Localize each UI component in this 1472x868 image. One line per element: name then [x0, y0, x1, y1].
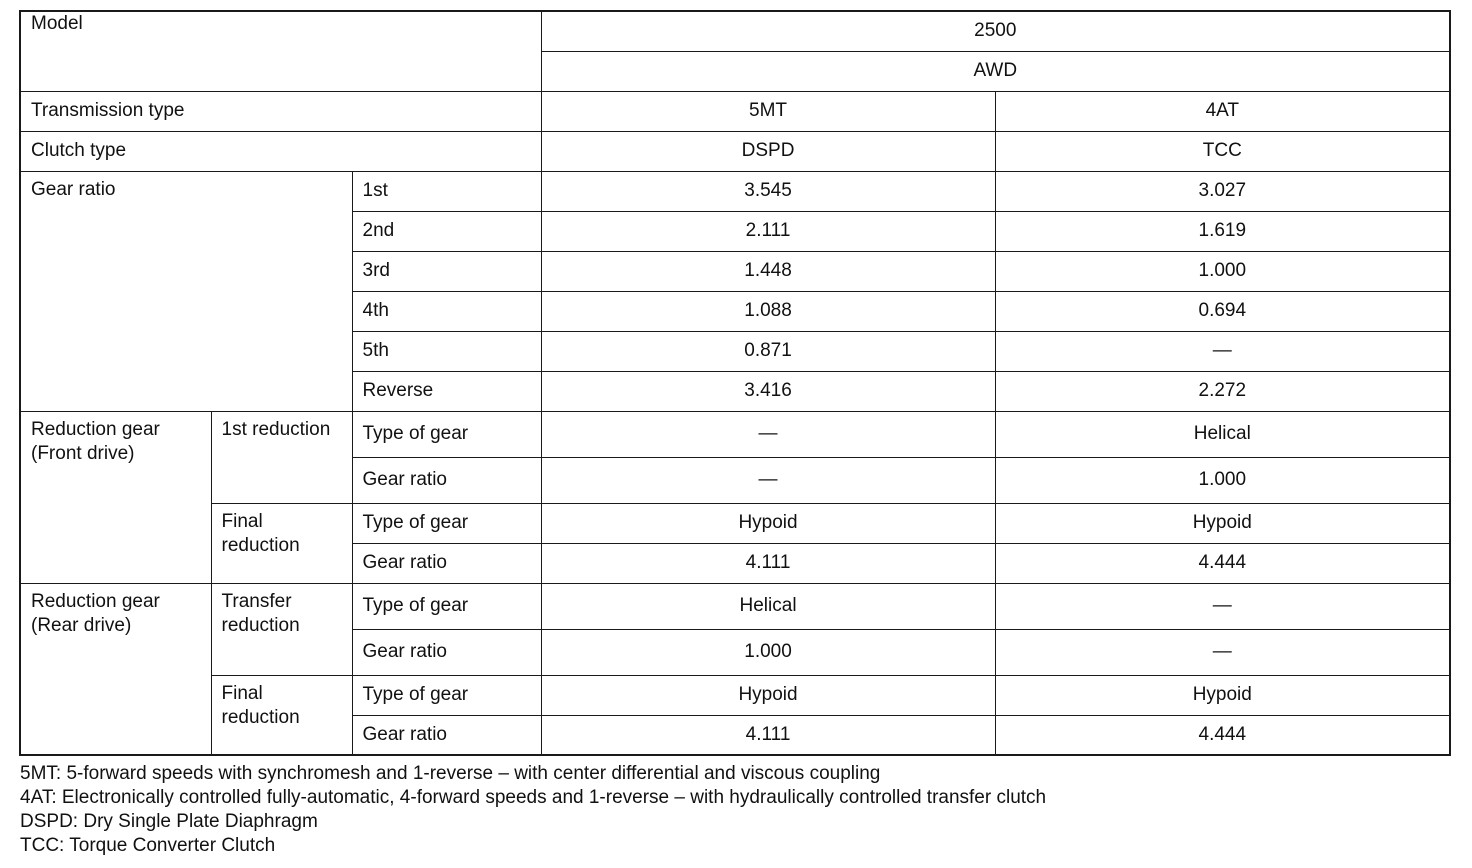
- transmission-label: Transmission type: [20, 91, 541, 131]
- footnote-tcc: TCC: Torque Converter Clutch: [20, 835, 276, 856]
- gear-mt: 1.088: [541, 291, 995, 331]
- footnote-dspd: DSPD: Dry Single Plate Diaphragm: [20, 811, 318, 832]
- front-final-reduction-label: Final reduction: [211, 503, 352, 583]
- footnotes: [20, 762, 1046, 858]
- gear-at: 0.694: [995, 291, 1450, 331]
- rear-transfer-ratio-at: —: [995, 629, 1450, 675]
- gear-row: [20, 171, 1450, 211]
- rear-transfer-type-mt: Helical: [541, 583, 995, 629]
- front-first-type-row: [20, 411, 1450, 457]
- rear-final-type-mt: Hypoid: [541, 675, 995, 715]
- gear-ratio-sublabel: Gear ratio: [352, 543, 541, 583]
- gear-mt: 1.448: [541, 251, 995, 291]
- gear-at: —: [995, 331, 1450, 371]
- model-value: 2500: [541, 11, 1450, 51]
- type-of-gear-label: Type of gear: [352, 675, 541, 715]
- rear-final-reduction-label: Final reduction: [211, 675, 352, 755]
- front-first-ratio-at: 1.000: [995, 457, 1450, 503]
- gear-at: 3.027: [995, 171, 1450, 211]
- rear-transfer-type-row: [20, 583, 1450, 629]
- front-reduction-label: Reduction gear (Front drive): [20, 411, 211, 583]
- model-label: Model: [20, 11, 541, 91]
- gear-at: 1.000: [995, 251, 1450, 291]
- front-final-type-mt: Hypoid: [541, 503, 995, 543]
- clutch-at: TCC: [995, 131, 1450, 171]
- clutch-mt: DSPD: [541, 131, 995, 171]
- type-of-gear-label: Type of gear: [352, 411, 541, 457]
- clutch-label: Clutch type: [20, 131, 541, 171]
- rear-reduction-label: Reduction gear (Rear drive): [20, 583, 211, 755]
- rear-transfer-ratio-mt: 1.000: [541, 629, 995, 675]
- gear-mt: 0.871: [541, 331, 995, 371]
- gear-mt: 2.111: [541, 211, 995, 251]
- front-final-type-row: [20, 503, 1450, 543]
- gear-name: 2nd: [352, 211, 541, 251]
- clutch-row: [20, 131, 1450, 171]
- footnote-5mt: 5MT: 5-forward speeds with synchromesh and 1-reverse – with center differential and viscous coupling: [20, 763, 881, 784]
- gear-name: 4th: [352, 291, 541, 331]
- gear-ratio-sublabel: Gear ratio: [352, 715, 541, 755]
- transmission-mt: 5MT: [541, 91, 995, 131]
- front-final-ratio-at: 4.444: [995, 543, 1450, 583]
- gear-ratio-label: Gear ratio: [20, 171, 352, 411]
- gear-name: 3rd: [352, 251, 541, 291]
- type-of-gear-label: Type of gear: [352, 503, 541, 543]
- gear-ratio-sublabel: Gear ratio: [352, 629, 541, 675]
- gear-mt: 3.545: [541, 171, 995, 211]
- gear-at: 2.272: [995, 371, 1450, 411]
- rear-transfer-type-at: —: [995, 583, 1450, 629]
- rear-final-type-row: [20, 675, 1450, 715]
- rear-final-ratio-at: 4.444: [995, 715, 1450, 755]
- gear-name: 1st: [352, 171, 541, 211]
- front-final-ratio-mt: 4.111: [541, 543, 995, 583]
- type-of-gear-label: Type of gear: [352, 583, 541, 629]
- gear-name: Reverse: [352, 371, 541, 411]
- gear-name: 5th: [352, 331, 541, 371]
- front-first-reduction-label: 1st reduction: [211, 411, 352, 503]
- gear-ratio-sublabel: Gear ratio: [352, 457, 541, 503]
- rear-transfer-reduction-label: Transfer reduction: [211, 583, 352, 675]
- front-first-ratio-mt: —: [541, 457, 995, 503]
- drive-value: AWD: [541, 51, 1450, 91]
- footnote-4at: 4AT: Electronically controlled fully-automatic, 4-forward speeds and 1-reverse – with hydraulically controlled transfer clutch: [20, 787, 1047, 808]
- rear-final-type-at: Hypoid: [995, 675, 1450, 715]
- front-first-type-at: Helical: [995, 411, 1450, 457]
- model-row: [20, 11, 1450, 51]
- rear-final-ratio-mt: 4.111: [541, 715, 995, 755]
- transmission-row: [20, 91, 1450, 131]
- gear-at: 1.619: [995, 211, 1450, 251]
- front-final-type-at: Hypoid: [995, 503, 1450, 543]
- transmission-at: 4AT: [995, 91, 1450, 131]
- gear-mt: 3.416: [541, 371, 995, 411]
- transmission-spec-table: [19, 10, 1451, 756]
- front-first-type-mt: —: [541, 411, 995, 457]
